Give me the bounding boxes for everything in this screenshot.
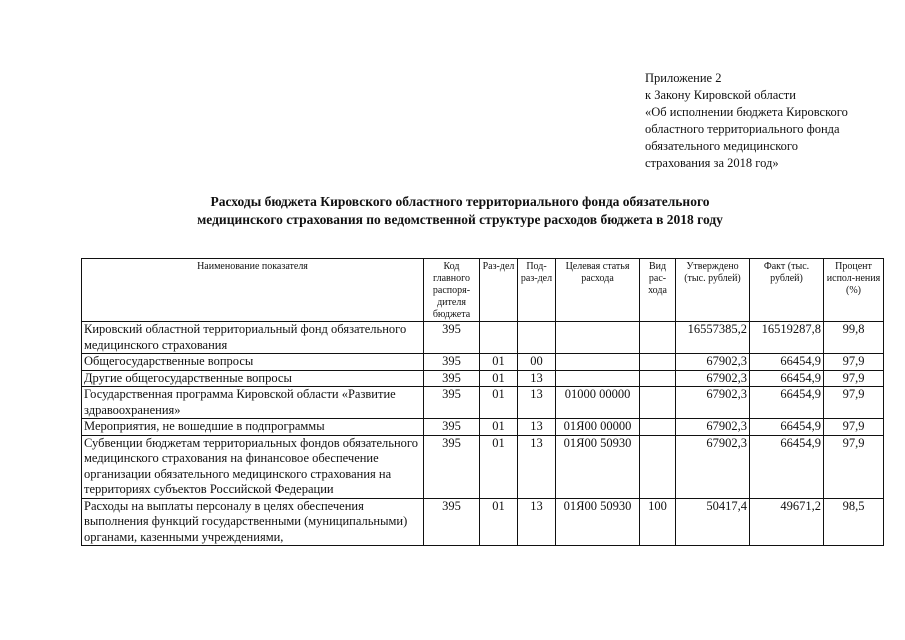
cell-name: Расходы на выплаты персоналу в целях обеспечения выполнения функций государственными (муниципальными) органами, казенными учреждениями, xyxy=(82,498,424,546)
cell-section: 01 xyxy=(480,370,518,387)
table-row xyxy=(82,387,884,419)
cell-name: Мероприятия, не вошедшие в подпрограммы xyxy=(82,419,424,436)
cell-section: 01 xyxy=(480,498,518,546)
cell-subsection: 00 xyxy=(518,354,556,371)
cell-target: 01Я00 50930 xyxy=(556,498,640,546)
cell-approved: 50417,4 xyxy=(676,498,750,546)
cell-section: 01 xyxy=(480,419,518,436)
cell-subsection: 13 xyxy=(518,498,556,546)
header-percent: Процент испол-нения (%) xyxy=(824,259,884,322)
annex-reference xyxy=(645,70,895,172)
cell-name: Общегосударственные вопросы xyxy=(82,354,424,371)
cell-subsection: 13 xyxy=(518,370,556,387)
cell-fact: 66454,9 xyxy=(750,387,824,419)
header-target: Целевая статья расхода xyxy=(556,259,640,322)
cell-subsection xyxy=(518,322,556,354)
cell-approved: 67902,3 xyxy=(676,354,750,371)
cell-fact: 49671,2 xyxy=(750,498,824,546)
cell-kind xyxy=(640,322,676,354)
header-approved: Утверждено (тыс. рублей) xyxy=(676,259,750,322)
cell-target xyxy=(556,322,640,354)
cell-code: 395 xyxy=(424,387,480,419)
expenditure-table xyxy=(81,258,884,546)
table-row xyxy=(82,370,884,387)
cell-fact: 66454,9 xyxy=(750,354,824,371)
cell-section: 01 xyxy=(480,435,518,498)
cell-approved: 67902,3 xyxy=(676,370,750,387)
annex-line: к Закону Кировской области xyxy=(645,88,796,102)
annex-line: областного территориального фонда xyxy=(645,122,840,136)
table-row xyxy=(82,322,884,354)
annex-line: «Об исполнении бюджета Кировского xyxy=(645,105,848,119)
cell-target xyxy=(556,370,640,387)
cell-name: Кировский областной территориальный фонд обязательного медицинского страхования xyxy=(82,322,424,354)
cell-name: Субвенции бюджетам территориальных фондов обязательного медицинского страхования на финансовое обеспечение организации обязательного медицинского страхования на территориях субъектов Российской Федерации xyxy=(82,435,424,498)
cell-section: 01 xyxy=(480,387,518,419)
cell-kind xyxy=(640,387,676,419)
cell-approved: 67902,3 xyxy=(676,387,750,419)
header-code: Код главного распоря-дителя бюджета xyxy=(424,259,480,322)
cell-approved: 16557385,2 xyxy=(676,322,750,354)
cell-name: Государственная программа Кировской области «Развитие здравоохранения» xyxy=(82,387,424,419)
title-line: медицинского страхования по ведомственной структуре расходов бюджета в 2018 году xyxy=(197,212,723,227)
document-title xyxy=(90,193,830,229)
table-header-row xyxy=(82,259,884,322)
cell-approved: 67902,3 xyxy=(676,419,750,436)
cell-code: 395 xyxy=(424,498,480,546)
cell-target: 01000 00000 xyxy=(556,387,640,419)
header-kind: Вид рас-хода xyxy=(640,259,676,322)
header-name: Наименование показателя xyxy=(82,259,424,322)
cell-target xyxy=(556,354,640,371)
cell-percent: 97,9 xyxy=(824,419,884,436)
cell-fact: 16519287,8 xyxy=(750,322,824,354)
annex-line: Приложение 2 xyxy=(645,71,722,85)
cell-code: 395 xyxy=(424,435,480,498)
cell-kind xyxy=(640,435,676,498)
cell-subsection: 13 xyxy=(518,419,556,436)
header-section: Раз-дел xyxy=(480,259,518,322)
cell-target: 01Я00 50930 xyxy=(556,435,640,498)
table-row xyxy=(82,354,884,371)
cell-fact: 66454,9 xyxy=(750,370,824,387)
cell-approved: 67902,3 xyxy=(676,435,750,498)
table-row xyxy=(82,435,884,498)
cell-section xyxy=(480,322,518,354)
cell-percent: 97,9 xyxy=(824,354,884,371)
cell-kind xyxy=(640,354,676,371)
cell-percent: 98,5 xyxy=(824,498,884,546)
header-fact: Факт (тыс. рублей) xyxy=(750,259,824,322)
cell-code: 395 xyxy=(424,419,480,436)
annex-line: обязательного медицинского xyxy=(645,139,799,153)
cell-percent: 97,9 xyxy=(824,435,884,498)
cell-subsection: 13 xyxy=(518,435,556,498)
cell-name: Другие общегосударственные вопросы xyxy=(82,370,424,387)
cell-percent: 97,9 xyxy=(824,387,884,419)
cell-kind xyxy=(640,419,676,436)
cell-code: 395 xyxy=(424,322,480,354)
cell-percent: 99,8 xyxy=(824,322,884,354)
title-line: Расходы бюджета Кировского областного территориального фонда обязательного xyxy=(210,194,710,209)
annex-line: страхования за 2018 год» xyxy=(645,156,779,170)
cell-section: 01 xyxy=(480,354,518,371)
cell-kind xyxy=(640,370,676,387)
header-subsection: Под-раз-дел xyxy=(518,259,556,322)
cell-fact: 66454,9 xyxy=(750,419,824,436)
table-row xyxy=(82,419,884,436)
cell-fact: 66454,9 xyxy=(750,435,824,498)
cell-subsection: 13 xyxy=(518,387,556,419)
cell-target: 01Я00 00000 xyxy=(556,419,640,436)
cell-percent: 97,9 xyxy=(824,370,884,387)
cell-code: 395 xyxy=(424,370,480,387)
table-row xyxy=(82,498,884,546)
cell-code: 395 xyxy=(424,354,480,371)
cell-kind: 100 xyxy=(640,498,676,546)
